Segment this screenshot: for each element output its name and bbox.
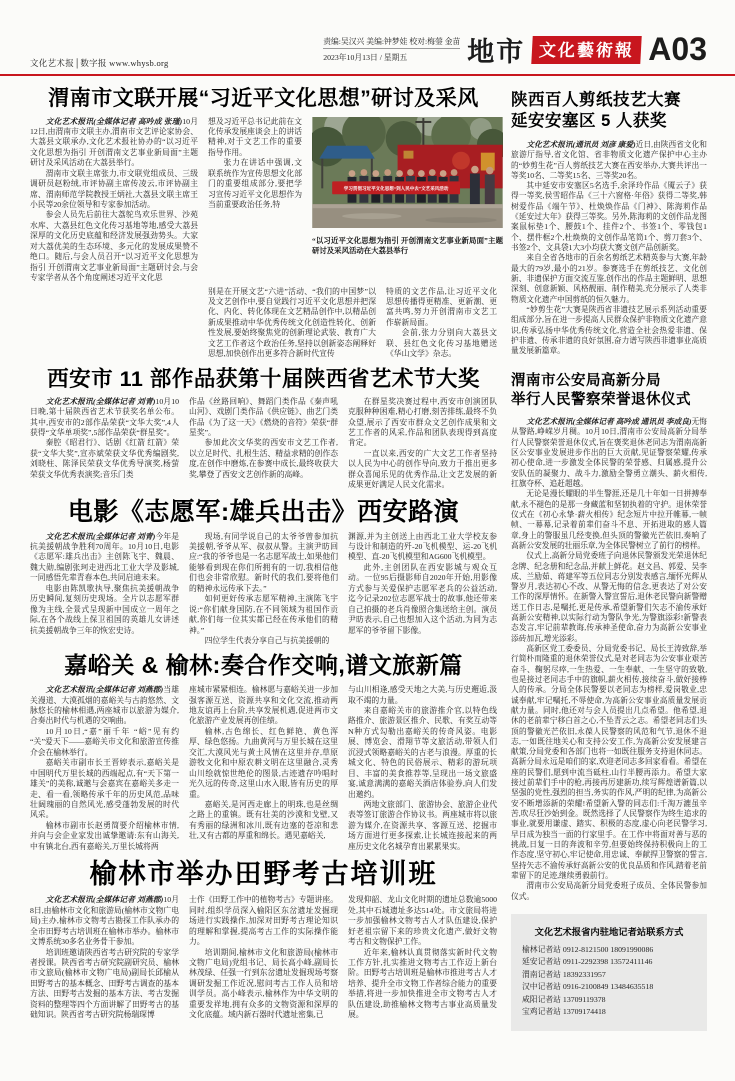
station-row: 咸阳记者站 13709119378 — [522, 994, 606, 1004]
paragraph: 来自嘉峪关市的旅游推介官,以特色线路推介、旅游景区推介、民歌、有奖互动等N种方式勾勒出嘉峪关的传奇风姿。电影展、博览会、滑翔节等文旅活动,带领人们沉浸式领略嘉峪关的古老与浪漫。厚重的长城文化、特色的民俗展示、精彩的游玩项目、丰富的美食推荐等,呈现出一场文旅盛宴,诚意满满的嘉峪关酒店体验券,向人们发出邀约。 — [348, 706, 497, 799]
paragraph: 榆林,古色绵长、红色鲜艳、黄色浑厚、绿色悠扬。九曲黄河与万里长城在这里交汇,大漠风光与黄土风情在这里并存,草原游牧文化和中原农耕文明在这里融合,灵秀山川绘就惊世绝伦的图景,古迹遗存吟唱时光久远的传奇,这里山水入眼,皆有历史的厚重。 — [189, 726, 338, 799]
text-column — [30, 895, 179, 1020]
paragraph: 嘉峪关市副市长王晋婷表示,嘉峪关是中国明代万里长城的西端起点,有“天下第一雄关”的美称,诚邀与会嘉宾在嘉峪关多走一走、看一看,领略传承千年的历史风范,品味壮阔瑰丽的自然风光,感受蓬勃发展的时代风采。 — [30, 758, 179, 820]
article-jiayuguan-yulin — [30, 653, 497, 852]
station-row: 汉中记者站 0916-2100849 13484635518 — [522, 982, 654, 992]
article-yulin-kaogu — [30, 859, 497, 1020]
paragraph: 仪式上,高新分局党委班子向退休民警颁发光荣退休纪念牌、纪念册和纪念品,并献上鲜花。赵文昌、郭爱、吴李成、兰励茹、蒋建军等五位同志分别发表感言,缅怀光辉从警岁月,表达初心不改、从警无悔的信念,更表达了对公安工作的深厚情怀。在新警入警宣誓后,退休老民警向新警赠送工作日志,是嘱托,更是传承,希望新警们矢志不渝传承好高新公安精神,以实际行动为警队争光,为警旗添彩!新警表态发言,牢记前辈教诲,传承神圣使命,奋力为高新公安事业添砖加瓦,增光添彩。 — [511, 551, 707, 643]
paragraph: 秦腔《昭君行》、话剧《红箭 红箭》荣获“文华大奖”,宣亦斌荣获文华优秀编剧奖,刘晓柱、陈泽民荣获文华优秀导演奖,杨萤荣获文华优秀表演奖;音乐门类 — [30, 438, 179, 479]
paragraph: 文化艺术报讯(全媒体记者 刘青)今年是抗美援朝战争胜利70周年。10月10日,电影《志愿军:雄兵出击》主创陈飞宇、魏晨、魏大勋,编剧张珂走进西北工业大学及影城,一同感悟先辈青春本色,共同启迪未来。 — [30, 531, 179, 583]
paragraph: 发现仰韶、龙山文化时期的遗址总数逾5000处,其中石城遗址多达514处。市文旅局将进一步加强榆林文物考古人才队伍建设,保护好老祖宗留下来的珍贵文化遗产,做好文物考古和文物保护工作。 — [348, 895, 497, 947]
station-row: 宝鸡记者站 13709174418 — [522, 1007, 606, 1017]
headline: 西安市 11 部作品获第十届陕西省艺术节大奖 — [47, 366, 480, 391]
station-row: 榆林记者站 0912-8121500 18091990086 — [522, 944, 654, 954]
paragraph: 文化艺术报讯(全媒体记者 高吟成 张瑾)10月12日,由渭南市文联主办,渭南市文艺评论家协会、大荔县文联承办,文化艺术报社协办的“以习近平文化思想为指引 开创渭南文艺事业新局面”主题研讨及采风活动在大荔县举行。 — [30, 116, 199, 168]
text-column — [189, 532, 338, 647]
paragraph: 参会人员先后前往大荔鸵鸟欢乐世界、沙苑水库、大荔县红色文化传习基地等地,感受大荔县深厚的文化历史底蕴和经济发展强劲势头。大家对大荔优美的生态环境、多元化的发展成果赞不绝口。随后,与会人员召开“以习近平文化思想为指引 开创渭南文艺事业新局面”主题研讨会,与会专家学者从各个角度阐述习近平文化思 — [30, 210, 198, 283]
headline: 渭南市文联开展“习近平文化思想”研讨及采风 — [48, 87, 479, 110]
paragraph: 参加此次文华奖的西安市文艺工作者,以立足时代、扎根生活、精益求精的创作态度,在创作中磨炼,在参赛中成长,最终收获大奖,攀登了西安文艺创作新的高峰。 — [189, 438, 338, 479]
masthead-logo: 文化藝術報 — [532, 36, 642, 64]
page-header — [0, 0, 735, 76]
article-jianzhi-dasai — [511, 90, 707, 356]
left-column — [30, 80, 503, 1031]
date-line: 2023年10月13日 / 星期五 — [323, 48, 460, 64]
paragraph: 无论是漫长耀眼的半生警涯,还是几十年如一日拼搏奉献,永不褪色的是那一身藏蓝和坚韧执着的守护。退休荣誉仪式在《初心永挚·薪火相传》纪念短片中拉开帷幕,一帧帧、一幕幕,记录着前辈们奋斗不息、开拓进取的感人篇章,身上的警服虽几经变换,但头顶的警徽光芒依旧,奏响了高新公安发展的壮丽乐章,为全体民警树立了前行的榜样。 — [511, 489, 707, 550]
text-column — [348, 685, 497, 852]
paragraph: 张力在讲话中强调,文联系统作为宣传思想文化部门的重要组成部分,要把学习宣传习近平文化思想作为当前重要政治任务,特 — [208, 158, 302, 210]
paragraph: 嘉峪关,是河西走廊上的明珠,也是丝绸之路上的重镇。既有壮美的沙漠和戈壁,又有秀丽的绿洲和冰川,既有边塞的苍凉和悲壮,又有古都的厚重和绵长。遇见嘉峪关, — [189, 799, 338, 841]
article-zhiyuanjun-luyan — [30, 498, 497, 647]
paragraph: 渊源,并为主创送上由西北工业大学校友参与设计和制造的歼-20飞机模型、运-20飞机模型、直-20飞机模型和AG600飞机模型。 — [348, 531, 497, 562]
text-column — [30, 397, 179, 491]
paragraph: 一直以来,西安的广大文艺工作者坚持以人民为中心的创作导向,致力于推出更多群众喜闻乐见的优秀作品,让文艺发展的新成果更好满足人民文化需求。 — [348, 448, 497, 490]
paragraph: 电影由陈凯歌执导,聚焦抗美援朝战争历史瞬间,复刻历史现场。全片以志愿军群像为主线,全景式呈现新中国成立一周年之际,在各个战线上保卫祖国的英雄儿女讲述抗美援朝战争三年的恢宏史诗。 — [30, 583, 179, 635]
text-column — [386, 287, 497, 360]
correspondent-stations-box — [511, 914, 707, 1031]
paragraph: 座城市紧紧相连。榆林愿与嘉峪关进一步加强客源互送、资源共享和文化交流,推动两地友谊再上台阶,共享发展机遇,促进两市文化旅游产业发展再创佳绩。 — [189, 685, 338, 726]
article-body — [30, 685, 497, 852]
editors-line: 责编:吴汉兴 美编:钟梦娃 校对:梅蓥 金苗 — [323, 36, 461, 46]
paragraph: 别是在开展文艺“六进”活动、“我们的中国梦”以及文艺创作中,要自觉践行习近平文化思想并把深化、内化、转化体现在文艺精品创作中,以精品创新成果推动中华优秀传统文化创造性转化、创新性发展,要始终聚焦党的创新理论武装、教育广大文艺工作者这个政治任务,坚持以创新姿态阐释好思想,加快创作出更多符合新时代宣传 — [208, 286, 376, 359]
headline: 榆林市举办田野考古培训班 — [89, 859, 438, 890]
text-column — [208, 117, 302, 284]
paragraph: 10月10日,“嘉”丽千年 “峪”见有约 “关”爱天下——嘉峪关市文化和旅游宣传推介会在榆林举行。 — [30, 726, 179, 757]
paragraph: 文化艺术报讯(通讯员 刘彦 康爱)近日,由陕西省文化和旅游厅指导,省文化馆、省非物质文化遗产保护中心主办的“妙剪生花”百人剪纸技艺大赛在西安举办,大赛共评出一等奖10名、二等奖15名、三等奖20名。 — [511, 139, 707, 180]
paragraph: 现场,有同学说自己的太爷爷曾参加抗美援朝,爷爷从军、叔叔从警。主演尹昉回应:“我的爷爷也是一名志愿军战士,如果他们能够看到现在你们所拥有的一切,我相信他们也会非常欣慰。新时代的我们,要将他们的精神永远传承下去。” — [189, 531, 338, 593]
edition-meta — [323, 35, 460, 65]
paragraph: 培训期间,榆林市文化和旅游局(榆林市文物广电局)党组书记、局长高小峰,副局长林茂绿、任强一行到东岔遗址发掘现场考察调研发掘工作近况,慰问考古工作人员和培训学员。高小峰表示,榆林作为中华文明的重要发祥地,拥有众多的文物资源和深厚的文化底蕴。域内新石器时代遗址密集,已 — [189, 947, 338, 1020]
paragraph: 文化艺术报讯(全媒体记者 刘燕郡)当雄关漫道、大漠孤烟的嘉峪关与古韵悠然、文脉悠长的榆林相遇,两座城市以旅游为媒介,合奏出时代与机遇的交响曲。 — [30, 685, 179, 726]
article-weinan-wenlian — [30, 87, 503, 360]
paragraph: 文化艺术报讯(全媒体记者 刘燕郡)10月8日,由榆林市文化和旅游局(榆林市文物广电局)主办,榆林市文物考古勘探工作队承办的全市田野考古培训班在榆林市举办。榆林市文博系统30多名业务骨干参加。 — [30, 895, 179, 947]
text-column — [30, 532, 179, 647]
article-xian-yishujie — [30, 367, 497, 491]
page-number: A03 — [648, 31, 707, 67]
paragraph: 高新区党工委委员、分局党委书记、局长王涛致辞,举行简朴而隆重的退休荣誉仪式,是对老同志为公安事业艰苦奋斗、鞠躬尽瘁,一生热爱、一生奉献、一生坚守的致敬,也是接过老同志手中的旗帜,薪火相传,接续奋斗,做好接棒人的传承。分局全体民警要以老同志为榜样,爱岗敬业,忠诚奉献,牢记嘱托,不辱使命,为高新公安事业高质量发展贡献力量。同时,他还对与会人员提出几点希望。他希望,退休的老前辈宁移白首之心,不坠青云之志。希望老同志们头顶的警徽光芒依旧,永葆人民警察的风范和气节,退休不退志,一如既往地关心和支持公安工作,为高新公安发展建言献策,分局党委和各部门也将一如既往服务支持退休同志。高新分局永远是咱们的家,欢迎老同志多回家看看。希望在座的民警们,愿到中流当砥柱,山行半腰再添力。希望大家接过前辈们手中的枪,再接再厉建新功,续写辉煌谱新篇,以坚强的党性,强烈的担当,务实的作风,严明的纪律,为高新公安不断增添新的荣耀!希望新入警的同志们:千淘万漉虽辛苦,吹尽狂沙始到金。既然选择了人民警察作为终生追求的事业,就要用谦虚、踏实、积极的态度,虚心向老民警学习,早日成为独当一面的行家里手。在工作中将面对善与恶的挑战,日复一日的奔波和辛劳,但要始终保持积极向上的工作态度,坚守初心,牢记使命,用忠诚、奉献捍卫警察的誓言,坚持矢志不渝传承好高新公安的优良品质和作风,踏着老前辈留下的足迹,继续勇毅前行。 — [511, 644, 707, 880]
paragraph: 来自全省各地市的百余名剪纸艺术精英参与大赛,年龄最大的79岁,最小的21岁。参赛选手在剪纸技艺、文化创新、非遗保护方面交流互鉴,创作出的作品主题鲜明、思想深刻、创意新颖、风格靓丽、制作精美,充分展示了人类非物质文化遗产中国剪纸的恒久魅力。 — [511, 253, 707, 304]
text-column — [189, 397, 338, 491]
brand-line: 文化艺术报│数字报 www.whysb.org — [30, 58, 169, 68]
station-row: 延安记者站 0911-2292398 13572411146 — [522, 957, 653, 967]
photo-block — [312, 117, 503, 284]
article-body — [30, 397, 497, 491]
paragraph: 渭南市公安局高新分局党委班子成员、全体民警参加仪式。 — [511, 881, 707, 901]
paragraph: 想及习近平总书记此前在文化传承发展座谈会上的讲话精神,对于文艺工作的重要指导作用。 — [208, 116, 302, 157]
article-body — [30, 116, 503, 284]
paragraph: “妙剪生花”大赛是陕西省非遗技艺展示系列活动重要组成部分,旨在进一步提高人民群众保护非物质文化遗产意识,传承弘扬中华优秀传统文化,营造全社会热爱非遗、保护非遗、传承非遗的良好氛围,奋力谱写陕西非遗事业高质量发展新篇章。 — [511, 304, 707, 356]
paragraph: 特质的文艺作品,让习近平文化思想传播得更精准、更新潮、更富共鸣,努力开创渭南市文艺工作崭新局面。 — [386, 286, 497, 327]
article-body — [30, 532, 497, 647]
right-column — [511, 80, 707, 1031]
headline: 嘉峪关 & 榆林:奏合作交响,谱文旅新篇 — [64, 652, 463, 679]
text-column — [30, 117, 198, 284]
paragraph: 士作《田野工作中的植物考古》专题讲座。同时,组织学员深入榆阳区东岔遗址发掘现场进行实践操作,加深对田野考古理论知识的理解和掌握,提高考古工作的实际操作能力。 — [189, 895, 338, 947]
paragraph: 榆林市副市长赵勇简要介绍榆林市情,并向与会企业家发出诚挚邀请:东有山海关,中有镇北台,西有嘉峪关,万里长城将两 — [30, 820, 179, 851]
paragraph: 文化艺术报讯(全媒体记者 高吟成 通讯员 李成良)无悔从警路,峥嵘岁月稠。10月10日,渭南市公安局高新分局举行人民警察荣誉退休仪式,旨在褒奖退休老同志为渭南高新区公安事业发展进步作出的巨大贡献,见证警察荣耀,传承初心使命,进一步激发全体民警的荣誉感、归属感,提升公安队伍的凝聚力、战斗力,激励全警勇立潮头、薪火相传,扛旗夺杯、追赶超越。 — [511, 417, 707, 488]
paragraph: 此外,主创团队在西安影城与观众互动。一位95后摄影师自2020年开始,用影像方式参与关爱保护志愿军老兵的公益活动,迄今记录202位志愿军战士的故事,他还带来自己拍摄的老兵肖像照合集送给主创。演员尹昉表示,自己也想加入这个活动,为同为志愿军的爷爷留下影像。 — [348, 562, 497, 635]
event-photo — [312, 117, 503, 228]
text-column — [189, 685, 338, 852]
headline: 电影《志愿军:雄兵出击》西安路演 — [67, 497, 460, 526]
content-area — [0, 76, 735, 1031]
headline: 渭南市公安局高新分局 举行人民警察荣誉退休仪式 — [511, 373, 691, 409]
paragraph: 近年来,榆林认真贯彻落实新时代文物工作方针,扎实推进文物考古工作迈上新台阶。田野考古培训班是榆林市推进考古人才培养、提升全市文物工作者综合能力的重要举措,将进一步加快推进全市文物考古人才队伍建设,助推榆林文物考古事业高质量发展。 — [348, 947, 497, 1020]
paragraph: 如何更好传承志愿军精神,主演陈飞宇说:“你们献身国防,在不同领域为祖国作贡献,你们每一位其实都已经在传承他们的精神。” — [189, 594, 338, 635]
text-column — [348, 397, 497, 491]
photo-caption: “以习近平文化思想为指引 开创渭南文艺事业新局面”主题研讨及采风活动在大荔县举行 — [312, 235, 503, 255]
paragraph: 两地文旅部门、旅游协会、旅游企业代表等签订旅游合作协议书。两座城市将以旅游为媒介,在资源共享、客源互送、挖掘市场方面进行更多探索,让长城连接起来的两座历史文化名城孕育出累累果实。 — [348, 799, 497, 851]
article-body — [30, 895, 497, 1020]
paragraph: 与山川相逢,感受天地之大美,与历史邂逅,汲取不竭的力量。 — [348, 685, 497, 705]
stations-box-title: 文化艺术报省内驻地记者站联系方式 — [534, 926, 684, 937]
headline: 陕西百人剪纸技艺大赛 延安安塞区 5 人获奖 — [511, 91, 681, 131]
paragraph: 文化艺术报讯(全媒体记者 刘青)10月10日晚,第十届陕西省艺术节获奖名单公布。其中,西安市的2部作品荣获“文华大奖”,4人获得“文华单项奖”,5部作品荣获“群星奖”。 — [30, 396, 179, 437]
canopy-tent — [319, 145, 375, 158]
paragraph: 其中延安市安塞区5名选手,余泽玲作品《魇云子》获得一等奖,侯雪昭作品《三十六窗格·年俗》获得二等奖,韩树爱作品《端午节》、杜焕焕作品《门神》、陈海莉作品《延安过大年》获得三等奖。另外,陈海莉的文创作品龙图案鼠标垫1个、腰鼓1个、挂件2个、书签1个、零钱包1个、摆件框2个,杜焕焕的文创作品笔筒1个、剪刀套3个、书签2个、文具袋1大3小均获大赛文创产品创新奖。 — [511, 181, 707, 252]
header-right — [323, 30, 707, 69]
paragraph: 在群星奖决赛过程中,西安市创演团队克服种种困难,精心打磨,刻苦排练,最终不负众望,展示了西安市群众文艺创作成果和文艺工作者的风采,作品和团队表现得到高度肯定。 — [348, 396, 497, 448]
station-row: 渭南记者站 18392331957 — [522, 969, 606, 979]
article-body-continued — [208, 287, 497, 360]
text-column — [348, 895, 497, 1020]
paragraph: 四位学生代表分享自己与抗美援朝的 — [204, 635, 330, 645]
text-column — [208, 287, 376, 360]
banner-text: 学习贯彻习近平文化思想“到人民中去”文艺采风活动 — [343, 185, 449, 191]
section-label: 地市 — [467, 37, 526, 67]
paragraph: 作品《丝路回响》、舞蹈门类作品《秦声吼山河》、戏剧门类作品《供应链》、曲艺门类作品《为了这一天》《燃烧的音符》荣获“群星奖”。 — [189, 396, 338, 437]
paragraph: 培训班邀请陕西省考古研究院的专家学者授课。陕西省考古研究院副研究员、榆林市文旅局(榆林市文物广电局)副局长邱榆从田野考古的基本概念、田野考古调查的基本方法、田野考古发掘的基本方法、考古发掘资料的整理等四个方面讲解了田野考古的基础知识。陕西省考古研究院杨瑞琛博 — [30, 947, 179, 1020]
text-column — [189, 895, 338, 1020]
paragraph: 渭南市文联主席张力,市文联党组成员、三级调研员赵粉绒,市评协副主席传凌云,市评协副主席、渭南师范学院教授王炳社,大荔县文联主席王小民等20余位领导和专家参加活动。 — [30, 168, 198, 210]
article-jingcha-tuixiu — [511, 372, 707, 901]
text-column — [348, 532, 497, 647]
text-column — [30, 685, 179, 852]
paragraph: 会前,张力分别向大荔县文联、县红色文化传习基地赠送《华山文学》杂志。 — [386, 328, 497, 359]
